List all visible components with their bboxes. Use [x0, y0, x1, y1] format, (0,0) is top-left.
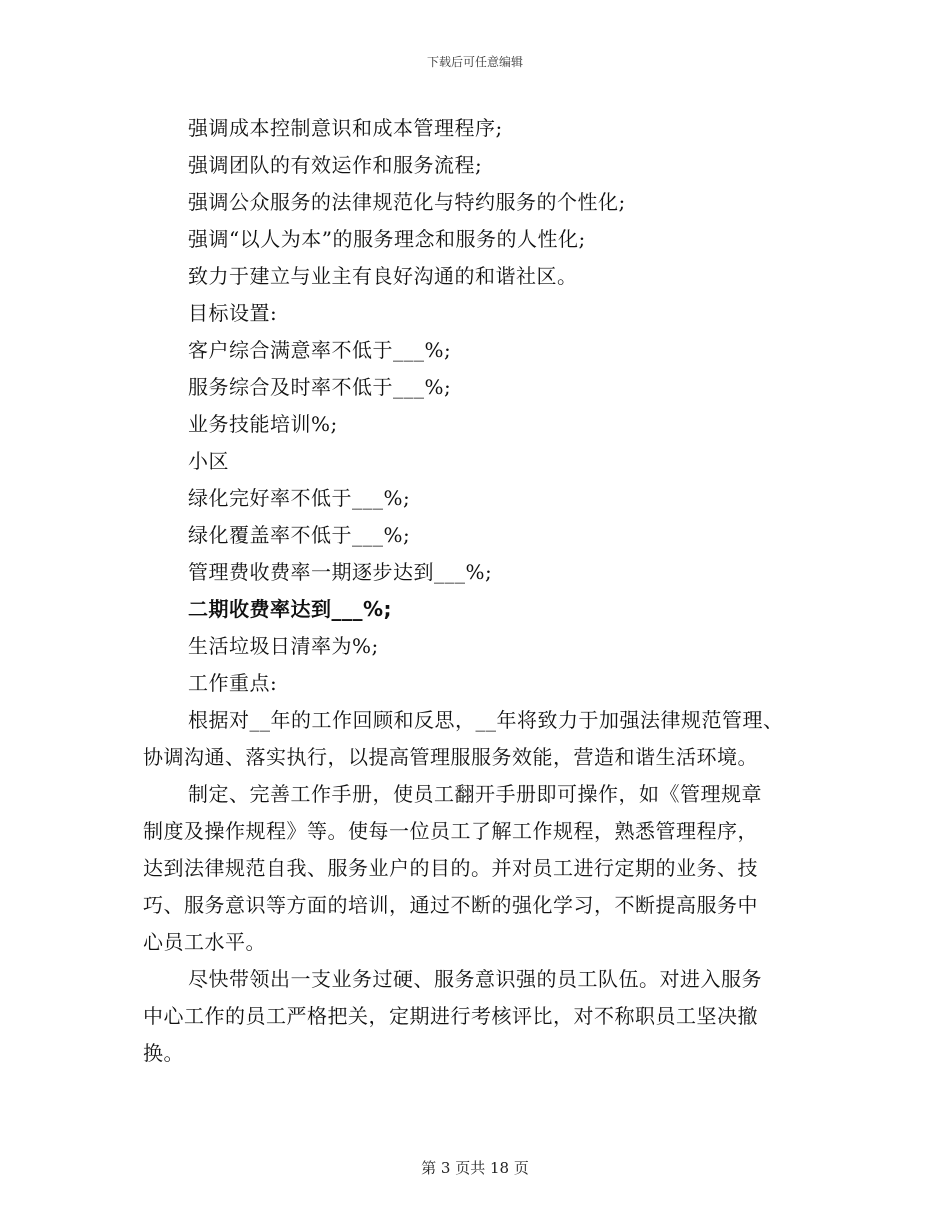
paragraph-line: 制度及操作规程》等。使每一位员工了解工作规程，熟悉管理程序， [143, 819, 758, 843]
text-line: 业务技能培训%; [188, 412, 338, 436]
section-heading: 工作重点: [188, 671, 278, 695]
text-line: 致力于建立与业主有良好沟通的和谐社区。 [188, 264, 578, 288]
text-line: 强调“以人为本”的服务理念和服务的人性化; [188, 227, 586, 251]
document-body [143, 110, 823, 1072]
text-line: 绿化覆盖率不低于___%; [188, 523, 411, 547]
text-line: 生活垃圾日清率为%; [188, 634, 379, 658]
paragraph-line: 中心工作的员工严格把关，定期进行考核评比，对不称职员工坚决撤 [143, 1004, 758, 1028]
paragraph-line: 根据对__年的工作回顾和反思，__年将致力于加强法律规范管理、 [188, 708, 784, 732]
text-line: 客户综合满意率不低于___%; [188, 338, 452, 362]
text-line: 小区 [188, 449, 229, 473]
page-footer: 第 3 页共 18 页 [421, 1159, 529, 1177]
text-line: 强调公众服务的法律规范化与特约服务的个性化; [188, 190, 626, 214]
paragraph-line: 巧、服务意识等方面的培训，通过不断的强化学习，不断提高服务中 [143, 893, 758, 917]
paragraph [143, 702, 823, 776]
paragraph-line: 尽快带领出一支业务过硬、服务意识强的员工队伍。对进入服务 [188, 967, 762, 991]
paragraph-line: 换。 [143, 1041, 184, 1065]
paragraph-line: 协调沟通、落实执行，以提高管理服服务效能，营造和谐生活环境。 [143, 745, 758, 769]
paragraph-line: 心员工水平。 [143, 930, 266, 954]
page-header: 下载后可任意编辑 [426, 55, 523, 69]
paragraph-line: 达到法律规范自我、服务业户的目的。并对员工进行定期的业务、技 [143, 856, 758, 880]
text-line: 强调成本控制意识和成本管理程序; [188, 116, 503, 140]
paragraph [143, 776, 823, 961]
text-line: 管理费收费率一期逐步达到___%; [188, 560, 493, 584]
bold-text-line: 二期收费率达到___%; [188, 597, 393, 621]
paragraph-line: 制定、完善工作手册，使员工翻开手册即可操作，如《管理规章 [188, 782, 762, 806]
text-line: 绿化完好率不低于___%; [188, 486, 411, 510]
text-line: 服务综合及时率不低于___%; [188, 375, 452, 399]
paragraph [143, 961, 823, 1072]
section-heading: 目标设置: [188, 301, 278, 325]
text-line: 强调团队的有效运作和服务流程; [188, 153, 483, 177]
